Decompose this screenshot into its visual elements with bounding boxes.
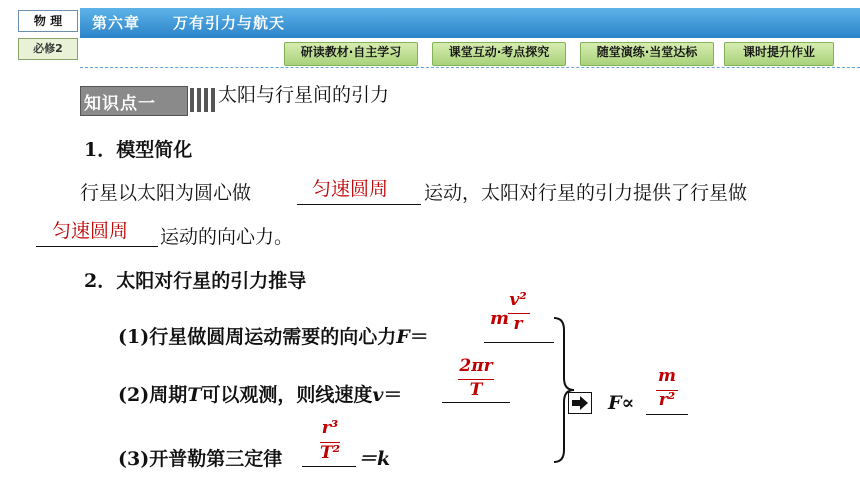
knowledge-title: 太阳与行星间的引力 <box>218 84 390 106</box>
item1-prefix: (1)行星做圆周运动需要的向心力 <box>118 326 397 348</box>
arrow-box <box>568 392 592 414</box>
header-divider <box>80 67 860 68</box>
answer-denominator: r <box>513 314 523 334</box>
answer-numerator: r³ <box>321 418 339 438</box>
answer-denominator: r² <box>658 390 676 410</box>
right-arrow-icon <box>569 393 591 413</box>
equals-sign: ＝ <box>409 326 429 348</box>
tag-stripe <box>190 88 194 112</box>
answer-denominator: T² <box>319 443 341 463</box>
item3-prefix: (3)开普勒第三定律 <box>118 448 283 470</box>
velocity-symbol: v <box>372 384 384 406</box>
tag-stripe <box>197 88 201 112</box>
tag-stripe <box>204 88 208 112</box>
nav-button-homework[interactable]: 课时提升作业 <box>724 42 834 66</box>
knowledge-tag-label: 知识点一 <box>84 94 156 114</box>
nav-button-practice[interactable]: 随堂演练·当堂达标 <box>580 42 714 66</box>
nav-button-classroom[interactable]: 课堂互动·考点探究 <box>432 42 566 66</box>
item2-middle: 可以观测，则线速度 <box>201 384 373 406</box>
answer-fill: 匀速圆周 <box>52 220 129 242</box>
answer-fill: 匀速圆周 <box>312 178 389 200</box>
answer-numerator: v² <box>509 290 527 310</box>
period-symbol: T <box>187 384 202 406</box>
item1-text <box>118 322 429 349</box>
subject-label: 物 理 <box>18 10 78 32</box>
chapter-title: 万有引力与航天 <box>173 14 286 32</box>
chapter-number: 第六章 <box>92 14 141 32</box>
section2-heading: 2．太阳对行星的引力推导 <box>84 270 307 292</box>
right-brace <box>552 316 576 464</box>
item3-suffix: ＝k <box>358 448 391 470</box>
item2-prefix: (2)周期 <box>118 384 188 406</box>
answer-coef: m <box>490 308 510 329</box>
section1-text-c: 运动的向心力。 <box>160 226 294 248</box>
nav-button-self-study[interactable]: 研读教材·自主学习 <box>284 42 418 66</box>
section1-text-a: 行星以太阳为圆心做 <box>80 182 252 204</box>
answer-numerator: m <box>658 366 676 386</box>
item2-text <box>118 380 402 407</box>
equals-sign: ＝ <box>383 384 403 406</box>
section1-heading: 1．模型简化 <box>84 139 193 161</box>
force-symbol: F <box>396 326 410 348</box>
result-prefix: F∝ <box>608 392 635 414</box>
answer-numerator: 2πr <box>459 356 493 376</box>
answer-denominator: T <box>469 380 483 400</box>
book-label: 必修2 <box>18 38 78 60</box>
section1-text-b: 运动，太阳对行星的引力提供了行星做 <box>424 182 748 204</box>
tag-stripe <box>211 88 215 112</box>
